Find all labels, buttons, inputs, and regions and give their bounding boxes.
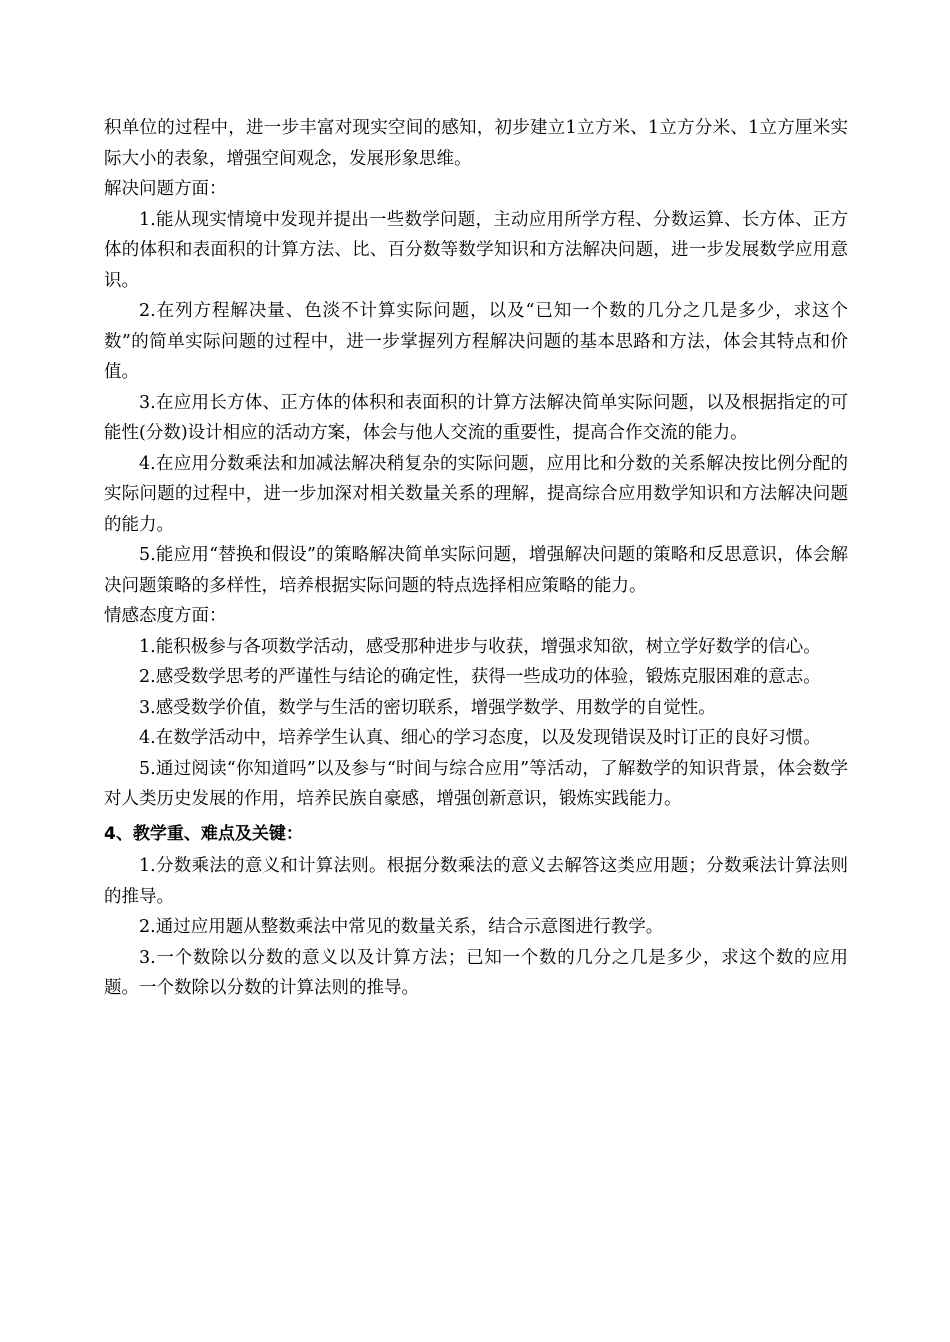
key-points-item-3: 3.一个数除以分数的意义以及计算方法；已知一个数的几分之几是多少，求这个数的应用题。一个数除以分数的计算法则的推导。 <box>104 947 848 998</box>
problem-solving-item-3: 3.在应用长方体、正方体的体积和表面积的计算方法解决简单实际问题，以及根据指定的可能性(分数)设计相应的活动方案，体会与他人交流的重要性，提高合作交流的能力。 <box>104 392 848 443</box>
intro-paragraph: 积单位的过程中，进一步丰富对现实空间的感知，初步建立1立方米、1立方分米、1立方厘米实际大小的表象，增强空间观念，发展形象思维。 <box>104 118 848 169</box>
section-heading-key-points: 4、教学重、难点及关键： <box>104 823 303 844</box>
problem-solving-item-2: 2.在列方程解决量、色淡不计算实际问题，以及“已知一个数的几分之几是多少，求这个数”的简单实际问题的过程中，进一步掌握列方程解决问题的基本思路和方法，体会其特点和价值。 <box>104 301 848 382</box>
document-page <box>104 113 848 1004</box>
key-points-item-1: 1.分数乘法的意义和计算法则。根据分数乘法的意义去解答这类应用题；分数乘法计算法则的推导。 <box>104 856 848 907</box>
key-points-item-2: 2.通过应用题从整数乘法中常见的数量关系，结合示意图进行教学。 <box>139 917 664 937</box>
emotion-attitude-item-2: 2.感受数学思考的严谨性与结论的确定性，获得一些成功的体验，锻炼克服困难的意志。 <box>139 667 821 687</box>
problem-solving-item-5: 5.能应用“替换和假设”的策略解决简单实际问题，增强解决问题的策略和反思意识，体会解决问题策略的多样性，培养根据实际问题的特点选择相应策略的能力。 <box>104 545 848 596</box>
emotion-attitude-item-4: 4.在数学活动中，培养学生认真、细心的学习态度，以及发现错误及时订正的良好习惯。 <box>139 728 821 748</box>
problem-solving-item-1: 1.能从现实情境中发现并提出一些数学问题，主动应用所学方程、分数运算、长方体、正方体的体积和表面积的计算方法、比、百分数等数学知识和方法解决问题，进一步发展数学应用意识。 <box>104 209 848 291</box>
emotion-attitude-item-1: 1.能积极参与各项数学活动，感受那种进步与收获，增强求知欲，树立学好数学的信心。 <box>139 636 821 657</box>
emotion-attitude-item-3: 3.感受数学价值，数学与生活的密切联系，增强学数学、用数学的自觉性。 <box>139 697 716 718</box>
section-heading-problem-solving: 解决问题方面： <box>104 179 227 199</box>
emotion-attitude-item-5: 5.通过阅读“你知道吗”以及参与“时间与综合应用”等活动，了解数学的知识背景，体会数学对人类历史发展的作用，培养民族自豪感，增强创新意识，锻炼实践能力。 <box>104 758 848 809</box>
section-heading-emotion-attitude: 情感态度方面： <box>104 606 227 626</box>
problem-solving-item-4: 4.在应用分数乘法和加减法解决稍复杂的实际问题，应用比和分数的关系解决按比例分配的实际问题的过程中，进一步加深对相关数量关系的理解，提高综合应用数学知识和方法解决问题的能力。 <box>104 453 848 535</box>
